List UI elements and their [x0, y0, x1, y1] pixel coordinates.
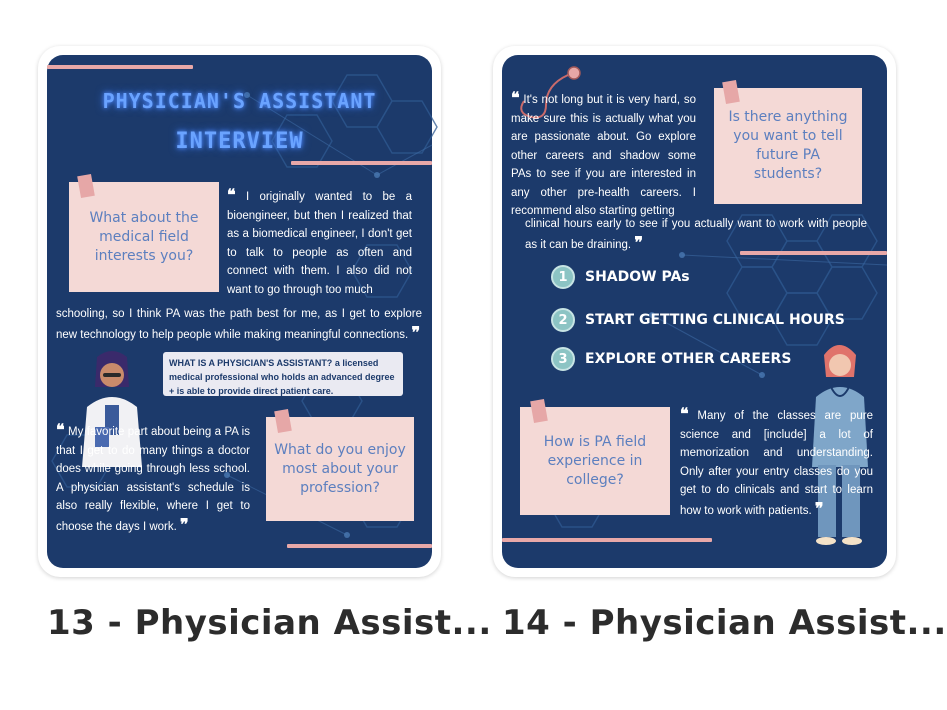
- step-label: START GETTING CLINICAL HOURS: [585, 312, 845, 328]
- answer-paragraph: ❝ My favorite part about being a PA is that I get to do many things a doctor does while going through less school. A physician assistant's schedule is also really flexible, where I get to choose the days I work. ❞: [56, 420, 250, 534]
- open-quote-icon: ❝: [227, 185, 236, 204]
- close-quote-icon: ❞: [180, 514, 189, 534]
- answer-paragraph: ❝ It's not long but it is very hard, so make sure this is actually what you are passionate about. Go explore other careers and shadow some PAs to see if you are interested in any other pre-health careers. I recommend also starting getting: [511, 88, 697, 217]
- step-item-3: [551, 347, 791, 371]
- design-card-14[interactable]: [493, 46, 896, 577]
- design-card-13[interactable]: [38, 46, 441, 577]
- open-quote-icon: ❝: [511, 88, 520, 107]
- step-label: SHADOW PAs: [585, 269, 690, 285]
- page-title-line1: PHYSICIAN'S ASSISTANT: [102, 89, 377, 113]
- step-label: EXPLORE OTHER CAREERS: [585, 351, 792, 367]
- design-caption-14[interactable]: 14 - Physician Assist...: [502, 603, 947, 643]
- close-quote-icon: ❞: [634, 232, 643, 252]
- design-thumbnail-13[interactable]: [47, 55, 432, 568]
- close-quote-icon: ❞: [814, 498, 824, 518]
- page-title-line2: INTERVIEW: [175, 129, 304, 154]
- question-note: How is PA field experience in college?: [520, 407, 670, 515]
- open-quote-icon: ❝: [680, 404, 689, 423]
- answer-paragraph: clinical hours early to see if you actually want to work with people as it can be draining. ❞: [525, 218, 867, 252]
- answer-paragraph: schooling, so I think PA was the path best for me, as I get to explore new technology to help people while making meaningful connections. ❞: [56, 308, 422, 342]
- step-number: 3: [551, 347, 575, 371]
- question-note: Is there anything you want to tell future PA students?: [714, 88, 862, 204]
- close-quote-icon: ❞: [411, 322, 421, 342]
- design-thumbnail-14[interactable]: [502, 55, 887, 568]
- step-item-2: [551, 308, 845, 332]
- decorative-bar: [47, 65, 193, 69]
- decorative-bar: [502, 538, 712, 542]
- question-note: What about the medical field interests you?: [69, 182, 219, 292]
- decorative-bar: [291, 161, 432, 165]
- answer-paragraph: ❝ I originally wanted to be a bioengineer, but then I realized that as a biomedical engineer, I don't get to talk to people as often and connect with them. I also did not want to go through too much: [227, 185, 412, 296]
- decorative-bar: [287, 544, 432, 548]
- step-item-1: [551, 265, 690, 289]
- question-note: What do you enjoy most about your profession?: [266, 417, 414, 521]
- decorative-bar: [740, 251, 887, 255]
- step-number: 2: [551, 308, 575, 332]
- design-caption-13[interactable]: 13 - Physician Assist...: [47, 603, 492, 643]
- definition-box: WHAT IS A PHYSICIAN'S ASSISTANT? a licensed medical professional who holds an advanced degree + is able to provide direct patient care.: [163, 352, 403, 396]
- open-quote-icon: ❝: [56, 420, 65, 439]
- step-number: 1: [551, 265, 575, 289]
- answer-paragraph: ❝ Many of the classes are pure science and [include] a lot of memorization and understanding. Only after your entry classes do you get to do clinicals and start to learn how to work with patients. ❞: [680, 404, 873, 518]
